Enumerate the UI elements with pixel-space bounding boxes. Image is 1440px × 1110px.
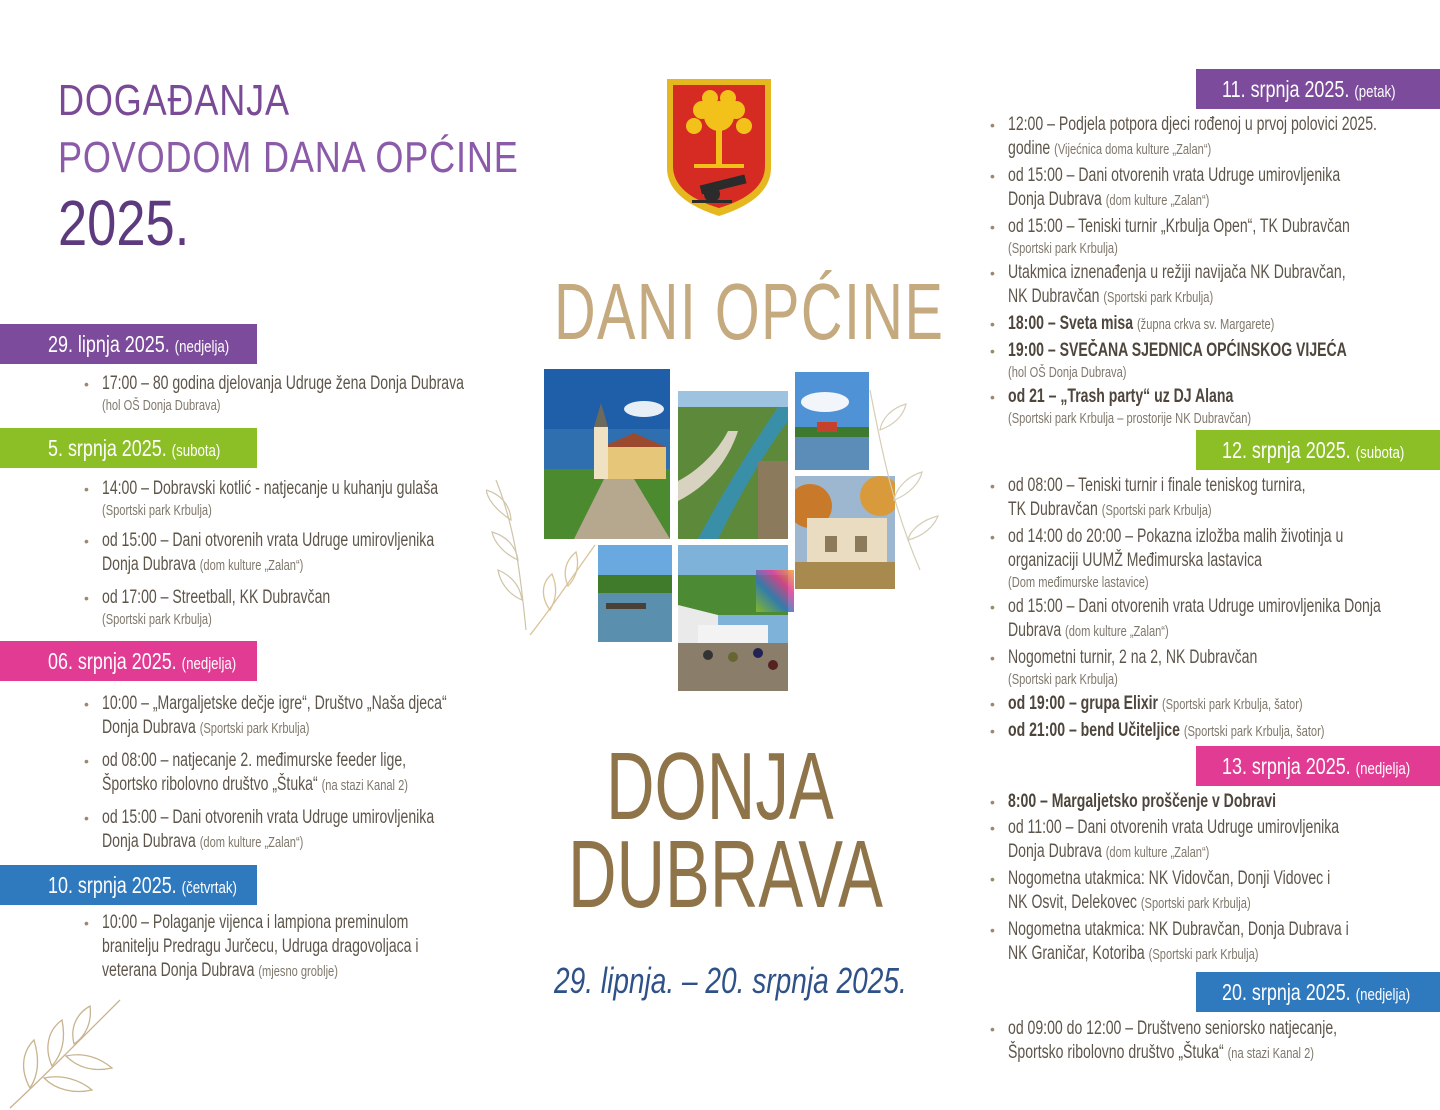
weekday-label: (petak) [1354, 81, 1396, 101]
event-list-29-lipnja [84, 372, 591, 424]
list-item: • od 09:00 do 12:00 – Društveno seniorsko natjecanje, Športsko ribolovno društvo „Štuka“ (na stazi Kanal 2) [990, 1017, 1440, 1066]
list-item: • od 21:00 – bend Učiteljice (Sportski park Krbulja, šator) [990, 719, 1440, 744]
event-list-12-srpnja [990, 474, 1440, 746]
date-label: 12. srpnja 2025. [1222, 436, 1351, 463]
river-aerial-photo [678, 391, 788, 539]
riverbank-photo [598, 545, 672, 642]
date-bar-13-srpnja [1196, 746, 1440, 786]
date-label: 13. srpnja 2025. [1222, 752, 1351, 779]
date-bar-29-lipnja [0, 324, 257, 364]
list-item: • od 15:00 – Teniski turnir „Krbulja Open“, TK Dubravčan (Sportski park Krbulja) [990, 215, 1440, 259]
list-item: • od 21 – „Trash party“ uz DJ Alana (Sportski park Krbulja – prostorije NK Dubravčan) [990, 385, 1440, 429]
dani-opcine-heading: DANI OPĆINE [554, 267, 945, 356]
date-label: 20. srpnja 2025. [1222, 978, 1351, 1005]
date-label: 5. srpnja 2025. [48, 434, 167, 461]
weekday-label: (subota) [1355, 442, 1405, 462]
list-item: • od 08:00 – natjecanje 2. međimurske feeder lige, Športsko ribolovno društvo „Štuka“ (na stazi Kanal 2) [84, 749, 568, 798]
weekday-label: (četvrtak) [181, 877, 237, 897]
date-range: 29. lipnja. – 20. srpnja 2025. [554, 960, 907, 1001]
list-item: • od 15:00 – Dani otvorenih vrata Udruge umirovljenika Donja Dubrava (dom kulture „Zalan“) [990, 164, 1440, 213]
date-bar-12-srpnja [1196, 430, 1440, 470]
event-list-06-srpnja [84, 692, 568, 863]
date-label: 06. srpnja 2025. [48, 647, 177, 674]
municipal-coat-of-arms-icon [664, 76, 774, 218]
list-item: • 8:00 – Margaljetsko proščenje v Dobravi [990, 790, 1440, 814]
date-label: 29. lipnja 2025. [48, 330, 170, 357]
event-list-20-srpnja [990, 1017, 1440, 1074]
date-bar-5-srpnja [0, 428, 257, 468]
list-item: • od 08:00 – Teniski turnir i finale teniskog turnira, TK Dubravčan (Sportski park Krbulja) [990, 474, 1440, 523]
list-item: • Nogometni turnir, 2 na 2, NK Dubravčan (Sportski park Krbulja) [990, 646, 1440, 690]
church-photo [544, 369, 670, 539]
title-line-2: POVODOM DANA OPĆINE [58, 133, 519, 182]
list-item: • 14:00 – Dobravski kotlić - natjecanje u kuhanju gulaša (Sportski park Krbulja) [84, 477, 556, 521]
leaf-branch-icon [520, 540, 600, 640]
date-bar-11-srpnja [1196, 69, 1440, 109]
dubrava-heading: DUBRAVA [568, 821, 883, 928]
page-title [58, 74, 620, 258]
list-item: • od 17:00 – Streetball, KK Dubravčan (Sportski park Krbulja) [84, 586, 556, 630]
event-list-13-srpnja [990, 790, 1440, 969]
list-item: • Nogometna utakmica: NK Dubravčan, Donja Dubrava i NK Graničar, Kotoriba (Sportski park Krbulja) [990, 918, 1440, 967]
list-item: • 17:00 – 80 godina djelovanja Udruge žena Donja Dubrava (hol OŠ Donja Dubrava) [84, 372, 591, 416]
list-item: • od 14:00 do 20:00 – Pokazna izložba malih životinja u organizaciji UUMŽ Međimurska lastavica (Dom međimurske lastavice) [990, 525, 1440, 593]
colorful-accent-tile [756, 570, 794, 612]
fair-crowd-photo [678, 545, 788, 691]
date-bar-20-srpnja [1196, 972, 1440, 1012]
list-item: • od 11:00 – Dani otvorenih vrata Udruge umirovljenika Donja Dubrava (dom kulture „Zalan“) [990, 816, 1440, 865]
list-item: • 12:00 – Podjela potpora djeci rođenoj u prvoj polovici 2025. godine (Vijećnica doma kulture „Zalan“) [990, 113, 1440, 162]
leaf-branch-icon [0, 990, 140, 1110]
list-item: • od 15:00 – Dani otvorenih vrata Udruge umirovljenika Donja Dubrava (dom kulture „Zalan“) [84, 529, 556, 578]
list-item: • 10:00 – „Margaljetske dečje igre“, Društvo „Naša djeca“ Donja Dubrava (Sportski park Krbulja) [84, 692, 568, 741]
weekday-label: (subota) [171, 440, 221, 460]
list-item: • od 15:00 – Dani otvorenih vrata Udruge umirovljenika Donja Dubrava (dom kulture „Zalan“) [990, 595, 1440, 644]
date-label: 11. srpnja 2025. [1222, 75, 1350, 102]
list-item: • 18:00 – Sveta misa (župna crkva sv. Margarete) [990, 312, 1440, 337]
list-item: • od 15:00 – Dani otvorenih vrata Udruge umirovljenika Donja Dubrava (dom kulture „Zalan“) [84, 806, 568, 855]
weekday-label: (nedjelja) [174, 336, 230, 356]
title-line-1: DOGAĐANJA [58, 76, 290, 125]
donja-heading: DONJA [606, 733, 834, 840]
event-list-11-srpnja [990, 113, 1440, 431]
list-item: • Nogometna utakmica: NK Vidovčan, Donji Vidovec i NK Osvit, Delekovec (Sportski park Krbulja) [990, 867, 1440, 916]
weekday-label: (nedjelja) [1355, 758, 1411, 778]
date-label: 10. srpnja 2025. [48, 871, 177, 898]
date-bar-06-srpnja [0, 641, 257, 681]
lake-house-photo [795, 372, 869, 470]
leaf-branch-icon [860, 380, 950, 580]
date-bar-10-srpnja [0, 865, 257, 905]
list-item: • od 19:00 – grupa Elixir (Sportski park Krbulja, šator) [990, 692, 1440, 717]
list-item: • 19:00 – SVEČANA SJEDNICA OPĆINSKOG VIJEĆA (hol OŠ Donja Dubrava) [990, 339, 1440, 383]
title-year: 2025. [58, 187, 190, 259]
weekday-label: (nedjelja) [1355, 984, 1411, 1004]
list-item: • 10:00 – Polaganje vijenca i lampiona preminulom branitelju Predragu Jurčecu, Udruga dragovoljaca i veterana Donja Dubrava (mjesno groblje) [84, 911, 530, 984]
list-item: • Utakmica iznenađenja u režiji navijača NK Dubravčan, NK Dubravčan (Sportski park Krbulja) [990, 261, 1440, 310]
event-list-10-srpnja [84, 911, 530, 992]
weekday-label: (nedjelja) [181, 653, 237, 673]
